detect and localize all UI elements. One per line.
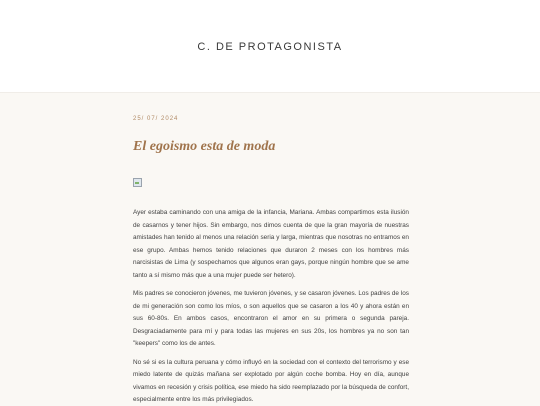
post-title[interactable]: El egoismo esta de moda [133, 139, 409, 155]
post-paragraph: Ayer estaba caminando con una amiga de la infancia, Mariana. Ambas compartimos esta ilusión de casarnos y tener hijos. Sin embargo, nos dimos cuenta de que la gran mayoría de nuestras amistades han tenido al menos una relación seria y larga, mientras que nosotras no entramos en ese grupo. Ambas hemos tenido relaciones que duraron 2 meses con los hombres más narcisistas de Lima (y sospechamos que algunos eran gays, porque ningún hombre que se ame tanto a sí mismo más que a una mujer puede ser hetero). [133, 207, 409, 282]
broken-image-icon [133, 178, 142, 187]
post-date: 25/ 07/ 2024 [133, 116, 409, 122]
post-body [133, 207, 409, 406]
post-paragraph: Mis padres se conocieron jóvenes, me tuvieron jóvenes, y se casaron jóvenes. Los padres de los de mi generación son como los míos, o son aquellos que se casaron a los 40 y ahora están en sus 60-80s. En ambos casos, encontraron el amor en su primera o segunda pareja. Desgraciadamente para mí y para todas las mujeres en sus 20s, los hombres ya no son tan "keepers" como los de antes. [133, 288, 409, 351]
site-header [0, 0, 540, 93]
blog-post [133, 116, 409, 406]
main-content [0, 93, 540, 406]
site-title-link[interactable]: C. DE PROTAGONISTA [197, 41, 342, 53]
post-paragraph: No sé si es la cultura peruana y cómo influyó en la sociedad con el contexto del terrorismo y ese miedo latente de quizás mañana ser explotado por algún coche bomba. Hoy en día, aunque vivamos en recesión y crisis política, ese miedo ha sido reemplazado por la búsqueda de confort, especialmente entre los más privilegiados. [133, 357, 409, 406]
